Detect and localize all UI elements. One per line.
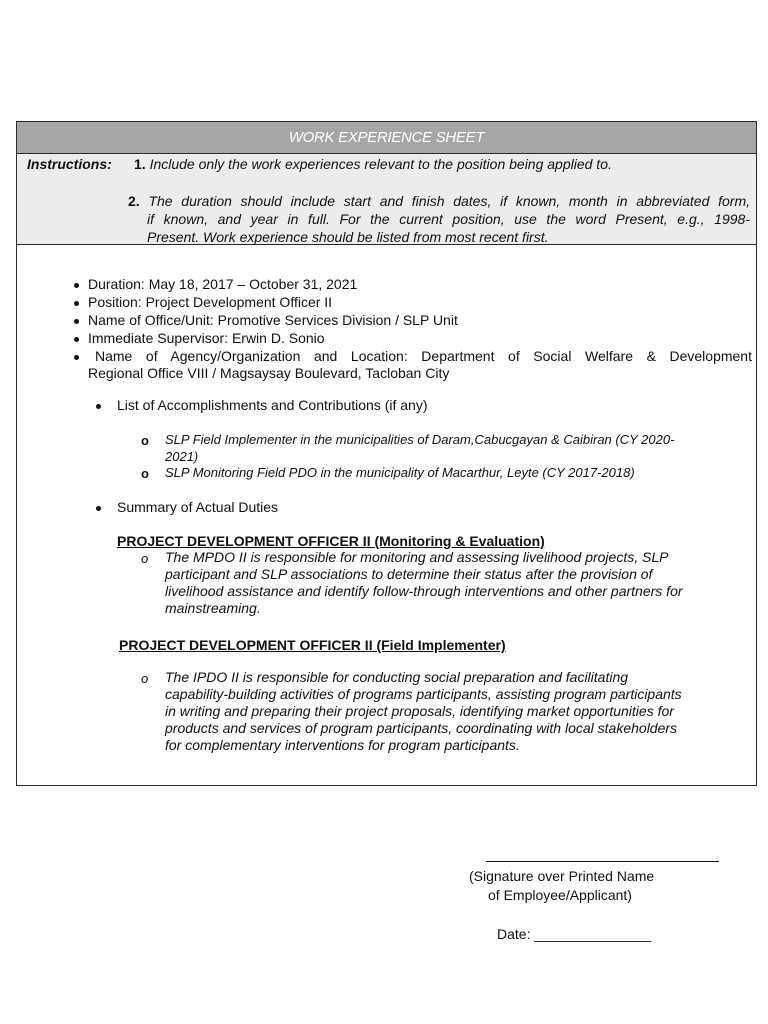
circle-bullet-icon: o <box>141 551 149 566</box>
instructions-section <box>17 154 756 245</box>
sheet-title: WORK EXPERIENCE SHEET <box>17 122 756 154</box>
accomplishment-item-1: SLP Field Implementer in the municipalities of Daram,Cabucgayan & Caibiran (CY 2020- 2021) <box>165 432 675 464</box>
bullet-icon <box>74 319 79 324</box>
instruction-item-2-number: 2. <box>128 193 140 209</box>
role-description-field: The IPDO II is responsible for conducting social preparation and facilitating capability-building activities of programs participants, assisting program participants in writing and preparing their project proposals, identifying market opportunities for products and services of program participants, coordinating with local stakeholders for complementary interventions for program participants. <box>165 669 682 753</box>
instruction-item-2-line-1: 2. The duration should include start and finish dates, if known, month in abbreviated form, <box>128 193 751 209</box>
instruction-item-1-text: Include only the work experiences relevant to the position being applied to. <box>149 156 612 172</box>
role-heading-monitoring: PROJECT DEVELOPMENT OFFICER II (Monitoring & Evaluation) <box>117 533 545 549</box>
instructions-label: Instructions: <box>27 156 112 172</box>
work-experience-sheet <box>16 121 757 786</box>
instruction-item-2-line-2: if known, and year in full. For the current position, use the word Present, e.g., 1998- <box>147 211 750 227</box>
agency-line-1: Name of Agency/Organization and Location: Department of Social Welfare & Development <box>95 348 752 364</box>
duration-field: Duration: May 18, 2017 – October 31, 2021 <box>88 276 358 292</box>
instruction-item-2 <box>128 192 750 246</box>
circle-bullet-icon: o <box>141 466 149 481</box>
bullet-icon <box>96 506 101 511</box>
agency-field <box>88 348 752 382</box>
bullet-icon <box>74 355 79 360</box>
date-field: Date: _______________ <box>497 926 652 942</box>
duties-heading: Summary of Actual Duties <box>117 499 279 515</box>
bullet-icon <box>74 301 79 306</box>
office-field: Name of Office/Unit: Promotive Services Division / SLP Unit <box>88 312 458 328</box>
accomplishment-item-2: SLP Monitoring Field PDO in the municipality of Macarthur, Leyte (CY 2017-2018) <box>165 465 635 480</box>
position-field: Position: Project Development Officer II <box>88 294 333 310</box>
circle-bullet-icon: o <box>141 433 149 448</box>
signature-line <box>486 861 719 862</box>
instruction-item-2-line-3: Present. Work experience should be listed from most recent first. <box>147 229 549 245</box>
instruction-item-1 <box>134 156 612 172</box>
role-description-monitoring: The MPDO II is responsible for monitoring and assessing livelihood projects, SLP participant and SLP associations to determine their status after the provision of livelihood assistance and identify follow-through interventions and other partners for mainstreaming. <box>165 549 683 616</box>
accomplishments-heading: List of Accomplishments and Contributions (if any) <box>117 397 428 413</box>
supervisor-field: Immediate Supervisor: Erwin D. Sonio <box>88 330 325 346</box>
role-heading-field: PROJECT DEVELOPMENT OFFICER II (Field Implementer) <box>119 637 506 653</box>
instruction-item-1-number: 1. <box>134 156 146 172</box>
circle-bullet-icon: o <box>141 671 149 686</box>
bullet-icon <box>96 404 101 409</box>
bullet-icon <box>74 337 79 342</box>
signature-caption-line-1: (Signature over Printed Name <box>469 868 655 884</box>
signature-caption-line-2: of Employee/Applicant) <box>488 887 632 903</box>
bullet-icon <box>74 283 79 288</box>
agency-line-2: Regional Office VIII / Magsaysay Boulevard, Tacloban City <box>88 365 450 381</box>
